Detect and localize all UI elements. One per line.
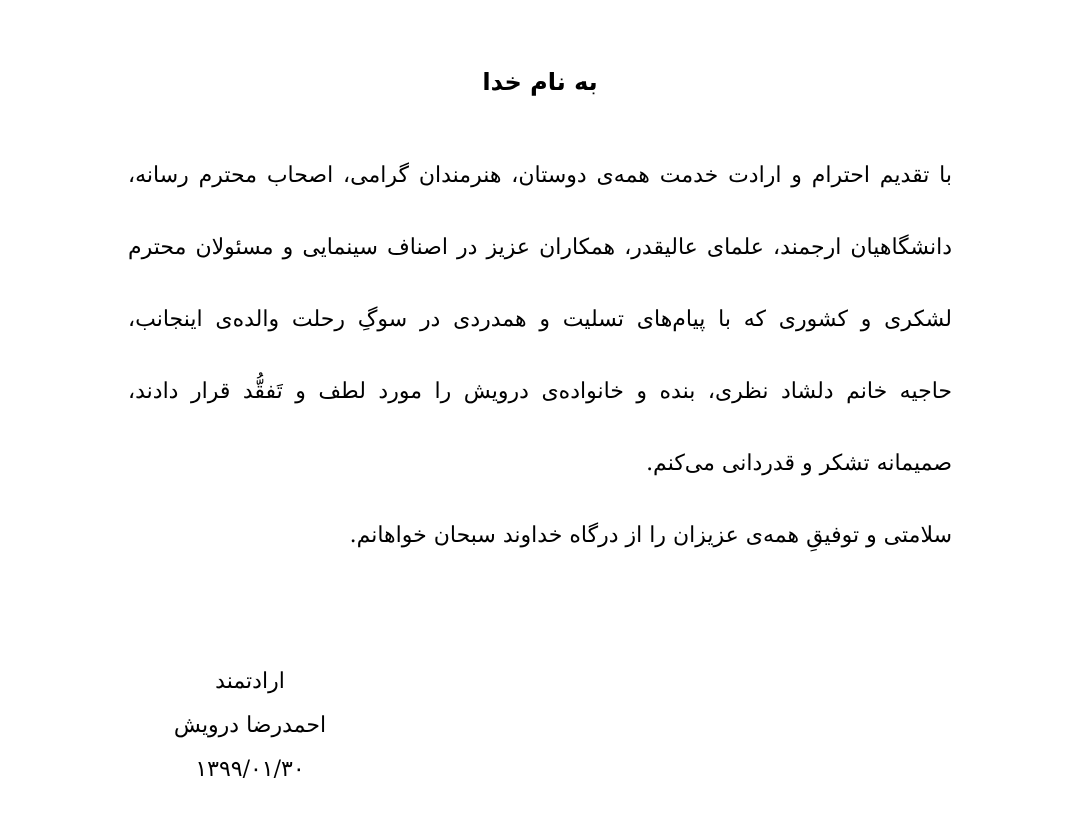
paragraph-line: با تقدیم احترام و ارادت خدمت همه‌ی دوستان، هنرمندان گرامی، اصحاب محترم رسانه، (128, 163, 952, 188)
paragraph-line: حاجیه خانم دلشاد نظری، بنده و خانواده‌ی درویش را مورد لطف و تَفقُّد قرار دادند، (128, 379, 952, 404)
letter-heading: به نام خدا (482, 68, 598, 96)
paragraph-line: دانشگاهیان ارجمند، علمای عالیقدر، همکاران عزیز در اصناف سینمایی و مسئولان محترم (128, 235, 952, 260)
paragraph-line: صمیمانه تشکر و قدردانی می‌کنم. (646, 451, 952, 476)
signature-block (150, 664, 350, 796)
signature-name: احمدرضا درویش (173, 713, 327, 738)
letter-body (128, 156, 952, 588)
signature-date: ۱۳۹۹/۰۱/۳۰ (195, 757, 305, 782)
closing-line: سلامتی و توفیقِ همه‌ی عزیزان را از درگاه خداوند سبحان خواهانم. (349, 523, 952, 548)
paragraph-line: لشکری و کشوری که با پیام‌های تسلیت و همدردی در سوگِ رحلت والده‌ی اینجانب، (128, 307, 952, 332)
signature-salutation: ارادتمند (215, 669, 285, 694)
